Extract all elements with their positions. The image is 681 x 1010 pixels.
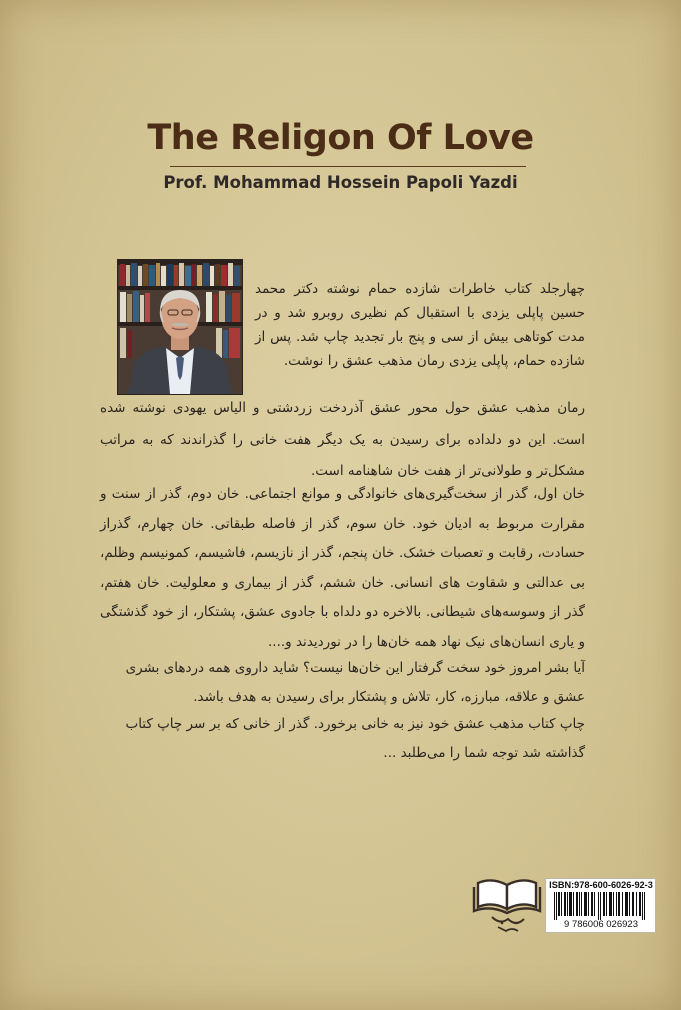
ean-digits: 9 786006 026923: [564, 919, 638, 930]
book-title: The Religon Of Love: [147, 118, 534, 158]
publication-paragraph: چاپ کتاب مذهب عشق خود نیز به خانی برخورد. گذر از خانی که بر سر چاپ کتاب گذاشته شد توجه شما را می‌طلبد ...: [125, 716, 585, 761]
title-divider: [170, 166, 526, 167]
author-name: Prof. Mohammad Hossein Papoli Yazdi: [163, 173, 518, 192]
seven-trials-paragraph: خان اول، گذر از سخت‌گیری‌های خانوادگی و موانع اجتماعی. خان دوم، گذر از سنت و مقرارت مربوط به ادیان خود. خان سوم، گذر از فاصله طبقاتی. خان چهارم، گذراز حسادت، رقابت و تعصبات خشک. خان پنجم، گذر از نازیسم، فاشیسم، کمونیسم وظلم، بی عدالتی و شقاوت های انسانی. خان ششم، گذر از بیماری و معلولیت. خان هفتم، گذر از وسوسه‌های شیطانی. بالاخره دو دلداه با جادوی عشق، پشتکار، از خود گذشتگی و یاری انسان‌های نیک نهاد همه خان‌ها را در نوردیدند و....: [100, 486, 585, 650]
isbn-number: ISBN:978-600-6026-92-3: [549, 880, 653, 890]
book-logo-icon: [472, 873, 542, 935]
question-paragraph: آیا بشر امروز خود سخت گرفتار این خان‌ها نیست؟ شاید داروی همه دردهای بشری عشق و علاقه، مبارزه، کار، تلاش و پشتکار برای رسیدن به هدف باشد.: [125, 660, 585, 705]
intro-paragraph: چهارجلد کتاب خاطرات شازده حمام نوشته دکتر محمد حسین پاپلی یزدی با استقبال کم نظیری روبرو شد و در مدت کوتاهی بیش از سی و پنج بار تجدید چاپ شد. پس از شازده حمام، پاپلی یزدی رمان مذهب عشق را نوشت.: [255, 281, 585, 369]
plot-paragraph: رمان مذهب عشق حول محور عشق آذردخت زردشتی و الیاس یهودی نوشته شده است. این دو دلداده برای رسیدن به یک دیگر هفت خانی را گذراندند که به مراتب مشکل‌تر و طولانی‌تر از هفت خان شاهنامه است.: [100, 400, 585, 479]
isbn-barcode: [545, 878, 656, 933]
author-photo: [117, 259, 243, 395]
barcode-bars: [550, 892, 651, 920]
